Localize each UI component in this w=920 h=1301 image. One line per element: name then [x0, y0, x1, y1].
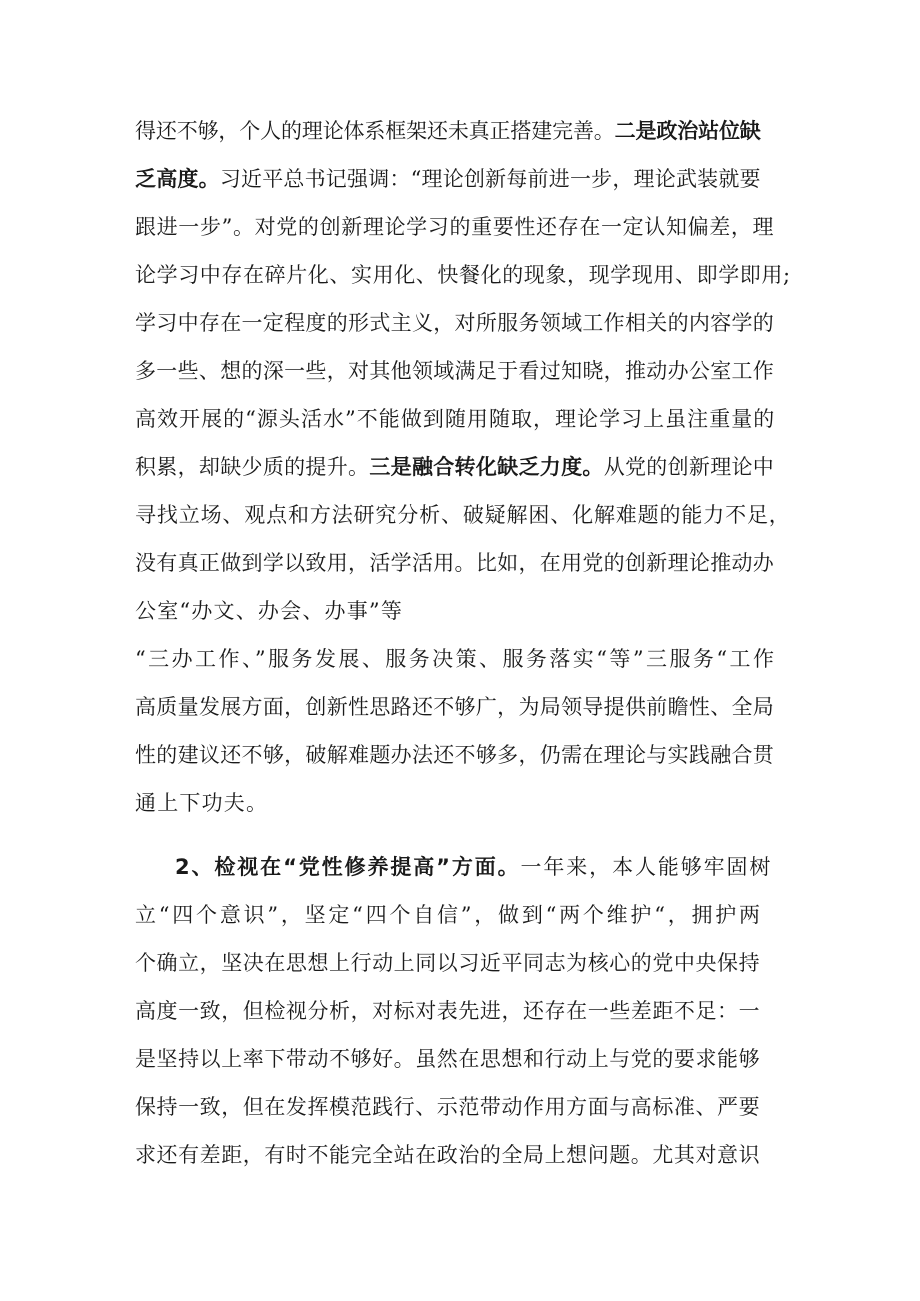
bold-text-segment: 乏高度。 — [135, 167, 220, 191]
text-segment: 保持一致，但在发挥模范践行、示范带动作用方面与高标准、严要 — [135, 1095, 761, 1119]
text-line — [135, 449, 774, 485]
text-line — [135, 1137, 760, 1173]
text-segment: 积累，却缺少质的提升。 — [135, 455, 370, 479]
text-line — [135, 689, 774, 725]
text-line — [175, 849, 772, 885]
text-segment: 是坚持以上率下带动不够好。虽然在思想和行动上与党的要求能够 — [135, 1047, 761, 1071]
text-segment: “三办工作、”服务发展、服务决策、服务落实“等”三服务“工作 — [135, 647, 777, 671]
text-segment: 一年来，本人能够牢固树 — [520, 855, 773, 879]
text-line — [135, 1089, 760, 1125]
text-line — [135, 161, 761, 197]
text-segment: 习近平总书记强调：“理论创新每前进一步，理论武装就要 — [219, 167, 761, 191]
text-line — [135, 785, 268, 821]
text-line — [135, 497, 791, 533]
text-line — [135, 209, 774, 245]
text-segment: 高度一致，但检视分析，对标对表先进，还存在一些差距不足：一 — [135, 999, 761, 1023]
text-line — [135, 545, 774, 581]
text-segment: 论学习中存在碎片化、实用化、快餐化的现象，现学现用、即学即用; — [135, 263, 791, 287]
text-segment: 通上下功夫。 — [135, 791, 269, 815]
bold-text-segment: 二是政治站位缺 — [614, 119, 761, 143]
text-segment: 性的建议还不够，破解难题办法还不够多，仍需在理论与实践融合贯 — [135, 743, 775, 767]
text-segment: 高效开展的“源头活水”不能做到随用随取，理论学习上虽注重量的 — [135, 407, 776, 431]
text-line — [135, 945, 760, 981]
text-line — [135, 1041, 760, 1077]
text-segment: 寻找立场、观点和方法研究分析、破疑解困、化解难题的能力不足， — [135, 503, 791, 527]
text-segment: 公室“办文、办会、办事”等 — [135, 599, 404, 623]
text-line — [135, 401, 775, 437]
text-segment: 求还有差距，有时不能完全站在政治的全局上想问题。尤其对意识 — [135, 1143, 761, 1167]
text-line — [135, 993, 760, 1029]
text-line — [135, 737, 774, 773]
bold-text-segment: 三是融合转化缺乏力度。 — [369, 455, 604, 479]
text-line — [135, 897, 763, 933]
text-segment: 从党的创新理论中 — [603, 455, 775, 479]
text-line — [135, 353, 774, 389]
text-line — [135, 593, 403, 629]
text-line — [135, 257, 791, 293]
bold-text-segment: 2、检视在“党性修养提高”方面。 — [175, 855, 521, 879]
text-segment: 没有真正做到学以致用，活学活用。比如，在用党的创新理论推动办 — [135, 551, 775, 575]
text-line — [135, 113, 761, 149]
text-segment: 学习中存在一定程度的形式主义，对所服务领域工作相关的内容学的 — [135, 311, 775, 335]
text-segment: 多一些、想的深一些，对其他领域满足于看过知晓，推动办公室工作 — [135, 359, 775, 383]
text-segment: 得还不够，个人的理论体系框架还未真正搭建完善。 — [135, 119, 615, 143]
text-line — [135, 641, 776, 677]
text-segment: 个确立，坚决在思想上行动上同以习近平同志为核心的党中央保持 — [135, 951, 761, 975]
text-segment: 立“四个意识”，坚定“四个自信”，做到“两个维护“，拥护两 — [135, 903, 763, 927]
text-segment: 跟进一步”。对党的创新理论学习的重要性还存在一定认知偏差，理 — [135, 215, 775, 239]
text-line — [135, 305, 774, 341]
text-segment: 高质量发展方面，创新性思路还不够广，为局领导提供前瞻性、全局 — [135, 695, 775, 719]
